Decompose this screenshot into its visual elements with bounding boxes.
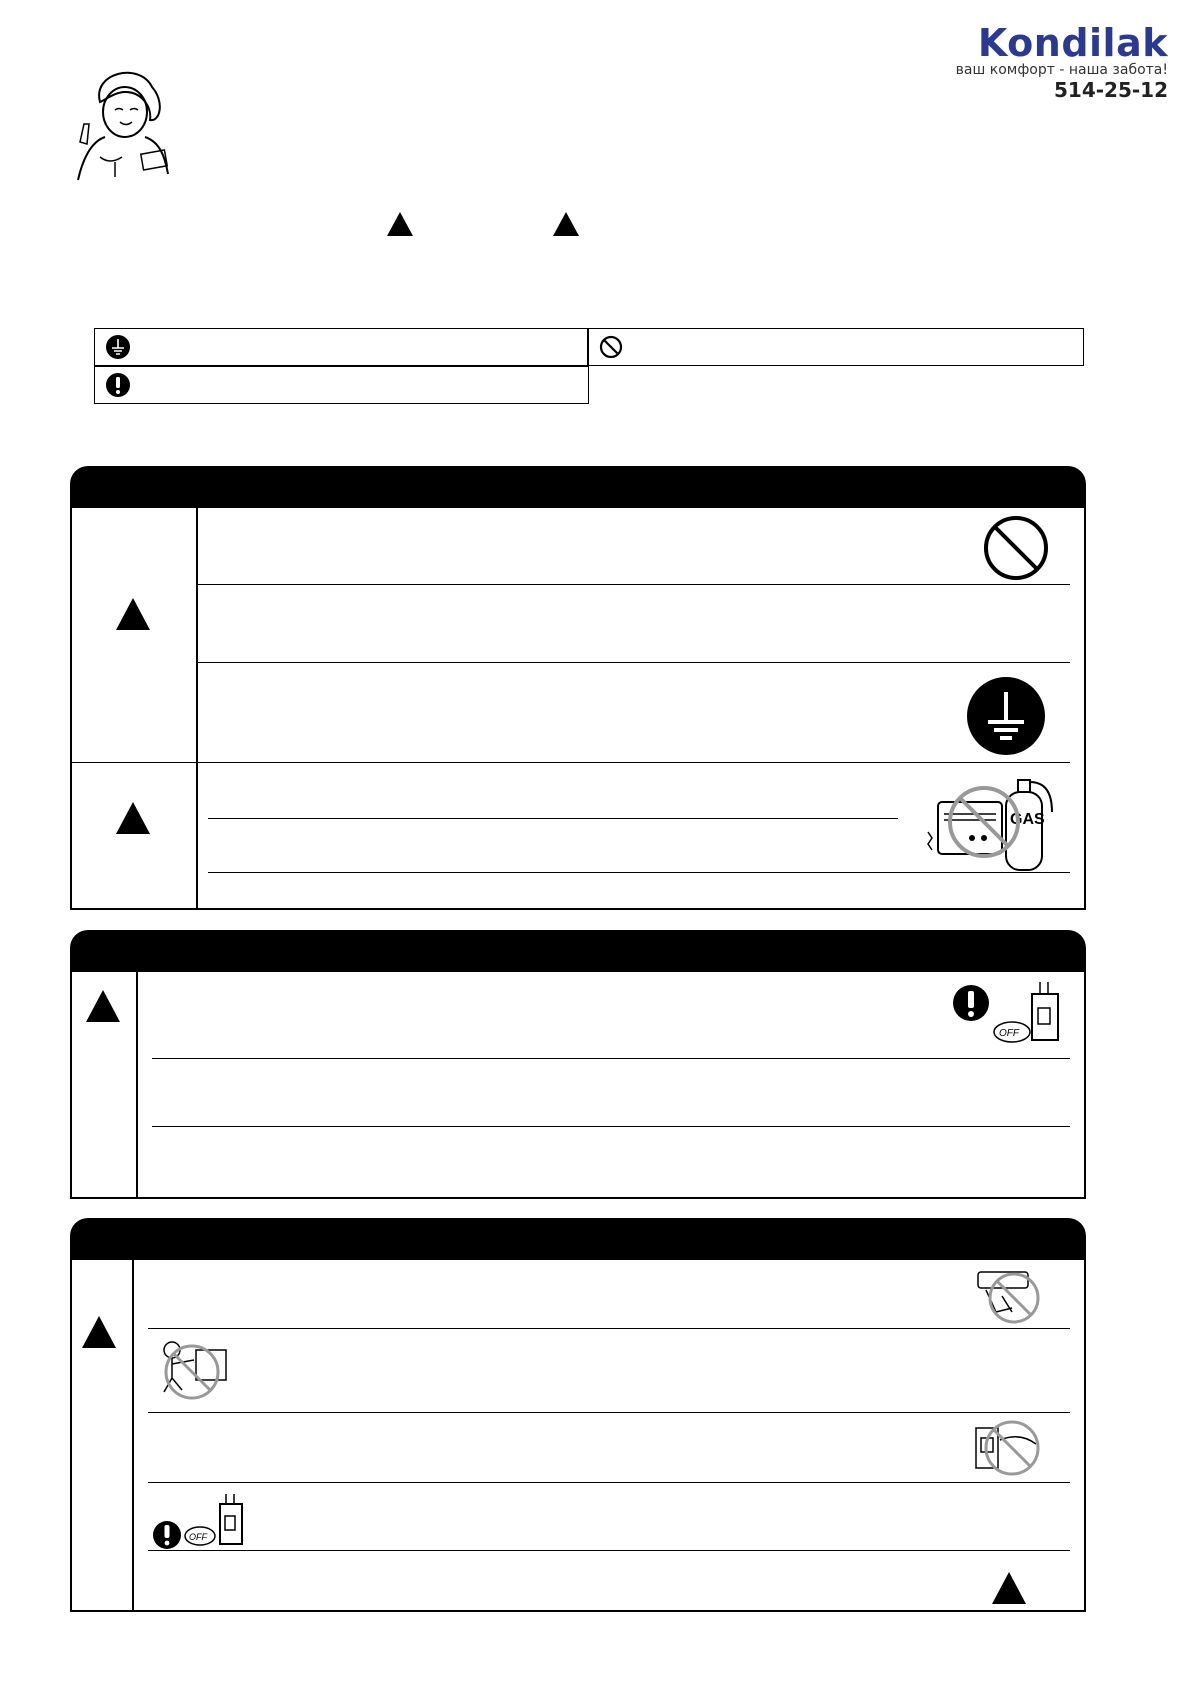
indoor-unit-prohibited-icon bbox=[972, 1266, 1044, 1326]
mandatory-icon bbox=[952, 984, 990, 1022]
power-switch-off-icon bbox=[992, 980, 1062, 1050]
divider bbox=[148, 1412, 1070, 1413]
divider bbox=[148, 1550, 1070, 1551]
power-switch-off-icon bbox=[184, 1492, 250, 1550]
divider bbox=[148, 1328, 1070, 1329]
mandatory-icon bbox=[152, 1520, 182, 1550]
warning-triangle-icon bbox=[387, 212, 413, 236]
divider bbox=[196, 584, 1070, 585]
off-label: OFF bbox=[999, 1028, 1019, 1039]
gas-leak-illustration bbox=[922, 772, 1062, 872]
warning-triangle-icon bbox=[86, 990, 120, 1022]
off-label: OFF bbox=[189, 1532, 207, 1542]
person-unit-prohibited-icon bbox=[152, 1336, 232, 1402]
divider bbox=[196, 506, 198, 908]
section-maintenance bbox=[70, 1256, 1086, 1612]
divider bbox=[196, 662, 1070, 663]
section-installation-header bbox=[70, 466, 1086, 508]
divider bbox=[152, 1058, 1070, 1059]
divider bbox=[132, 1258, 134, 1610]
section-maintenance-header bbox=[70, 1218, 1086, 1260]
warning-triangle-icon bbox=[116, 598, 150, 630]
legend-prohibited bbox=[587, 328, 1084, 366]
divider bbox=[152, 1126, 1070, 1127]
earth-icon bbox=[105, 334, 131, 360]
legend-earth bbox=[94, 328, 589, 366]
divider bbox=[208, 872, 1070, 873]
brand-tagline: ваш комфорт - наша забота! bbox=[955, 62, 1168, 78]
divider bbox=[72, 762, 1070, 763]
caution-triangle-icon bbox=[116, 802, 150, 834]
caution-triangle-icon bbox=[553, 212, 579, 236]
section-installation bbox=[70, 504, 1086, 910]
prohibited-icon bbox=[598, 334, 624, 360]
wet-hand-switch-prohibited-icon bbox=[970, 1418, 1046, 1478]
section-operation bbox=[70, 968, 1086, 1199]
mandatory-icon bbox=[105, 372, 131, 398]
mascot-illustration bbox=[70, 62, 175, 182]
section-operation-header bbox=[70, 930, 1086, 972]
prohibited-icon bbox=[982, 514, 1050, 582]
earth-icon bbox=[966, 676, 1046, 756]
divider bbox=[136, 970, 138, 1197]
brand-phone: 514-25-12 bbox=[1053, 78, 1168, 102]
divider bbox=[148, 1482, 1070, 1483]
gas-label: GAS bbox=[1010, 811, 1045, 828]
warning-triangle-icon bbox=[82, 1316, 116, 1348]
caution-triangle-icon bbox=[992, 1572, 1026, 1604]
legend-mandatory bbox=[94, 366, 589, 404]
brand-name: Kondilak bbox=[977, 21, 1168, 65]
brand-logo bbox=[928, 22, 1168, 102]
divider bbox=[208, 818, 898, 819]
